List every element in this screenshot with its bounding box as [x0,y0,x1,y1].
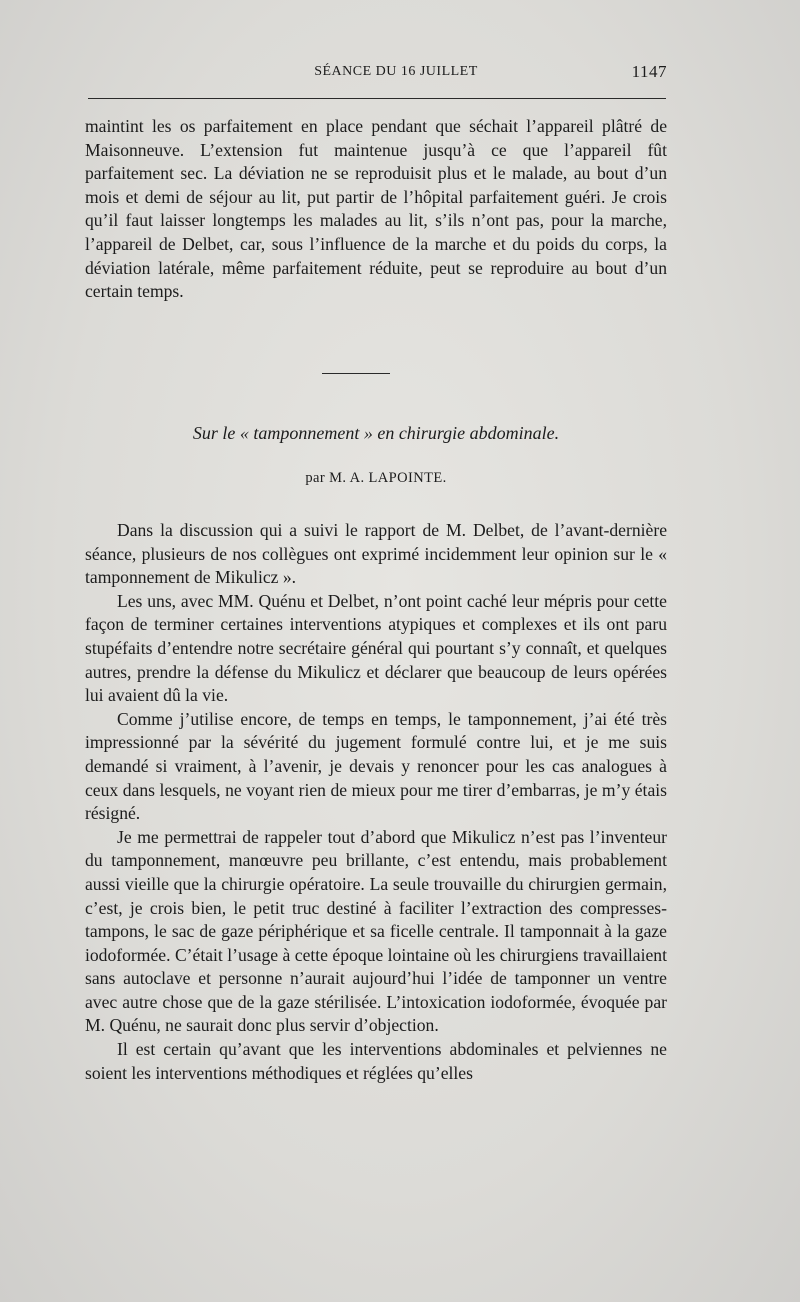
article-body [85,519,667,1085]
running-head [85,62,667,86]
article-title: Sur le « tamponnement » en chirurgie abdominale. [192,423,560,443]
continuation-text: maintint les os parfaitement en place pendant que séchait l’appareil plâtré de Maisonneuve. L’extension fut maintenue jusqu’à ce que l’appareil fût parfaitement sec. La déviation ne se reproduisit plus et le malade, au bout d’un mois et demi de séjour au lit, put partir de l’hôpital parfaitement guéri. Je crois qu’il faut laisser longtemps les malades au lit, s’ils n’ont pas, pour la marche, l’appareil de Delbet, car, sous l’influence de la marche et du poids du corps, la déviation latérale, même parfaitement réduite, peut se reproduire au bout d’un certain temps. [85,116,667,302]
article-paragraph: Les uns, avec MM. Quénu et Delbet, n’ont point caché leur mépris pour cette façon de terminer certaines interventions atypiques et complexes et ils ont paru stupéfaits d’entendre notre secrétaire général qui pourtant s’y connaît, et quelques autres, prendre la défense du Mikulicz et déclarer que beaucoup de leurs opérées lui avaient dû la vie. [85,590,667,706]
article-paragraph: Je me permettrai de rappeler tout d’abord que Mikulicz n’est pas l’inventeur du tamponnement, manœuvre peu brillante, c’est entendu, mais probablement aussi vieille que la chirurgie opératoire. La seule trouvaille du chirurgien germain, c’est, je crois bien, le petit truc destiné à faciliter l’extraction des compresses-tampons, le sac de gaze périphérique et sa ficelle centrale. Il tamponnait à la gaze iodoformée. C’était l’usage à cette époque lointaine où les chirurgiens travaillaient sans autoclave et personne n’aurait aujourd’hui l’idée de tamponner un ventre avec autre chose que de la gaze stérilisée. L’intoxication iodoformée, évoquée par M. Quénu, ne saurait donc plus servir d’objection. [85,826,667,1036]
article-paragraph: Dans la discussion qui a suivi le rapport de M. Delbet, de l’avant-dernière séance, plusieurs de nos collègues ont exprimé incidemment leur opinion sur le « tamponnement de Mikulicz ». [85,520,667,588]
article-paragraph: Il est certain qu’avant que les interventions abdominales et pelviennes ne soient les interventions méthodiques et réglées qu’elles [85,1039,667,1083]
running-title: SÉANCE DU 16 JUILLET [314,64,478,79]
header-rule [88,98,666,99]
article-paragraph: Comme j’utilise encore, de temps en temps, le tamponnement, j’ai été très impressionné par la sévérité du jugement formulé contre lui, et je me suis demandé si vraiment, à l’avenir, je devais y renoncer pour les cas analogues à ceux dans lesquels, ne voyant rien de mieux pour me tirer d’embarras, je m’y étais résigné. [85,708,667,824]
section-separator [322,373,390,374]
page-number: 1147 [631,62,667,81]
article-byline: par M. A. LAPOINTE. [305,470,447,486]
continuation-paragraph [85,115,667,304]
